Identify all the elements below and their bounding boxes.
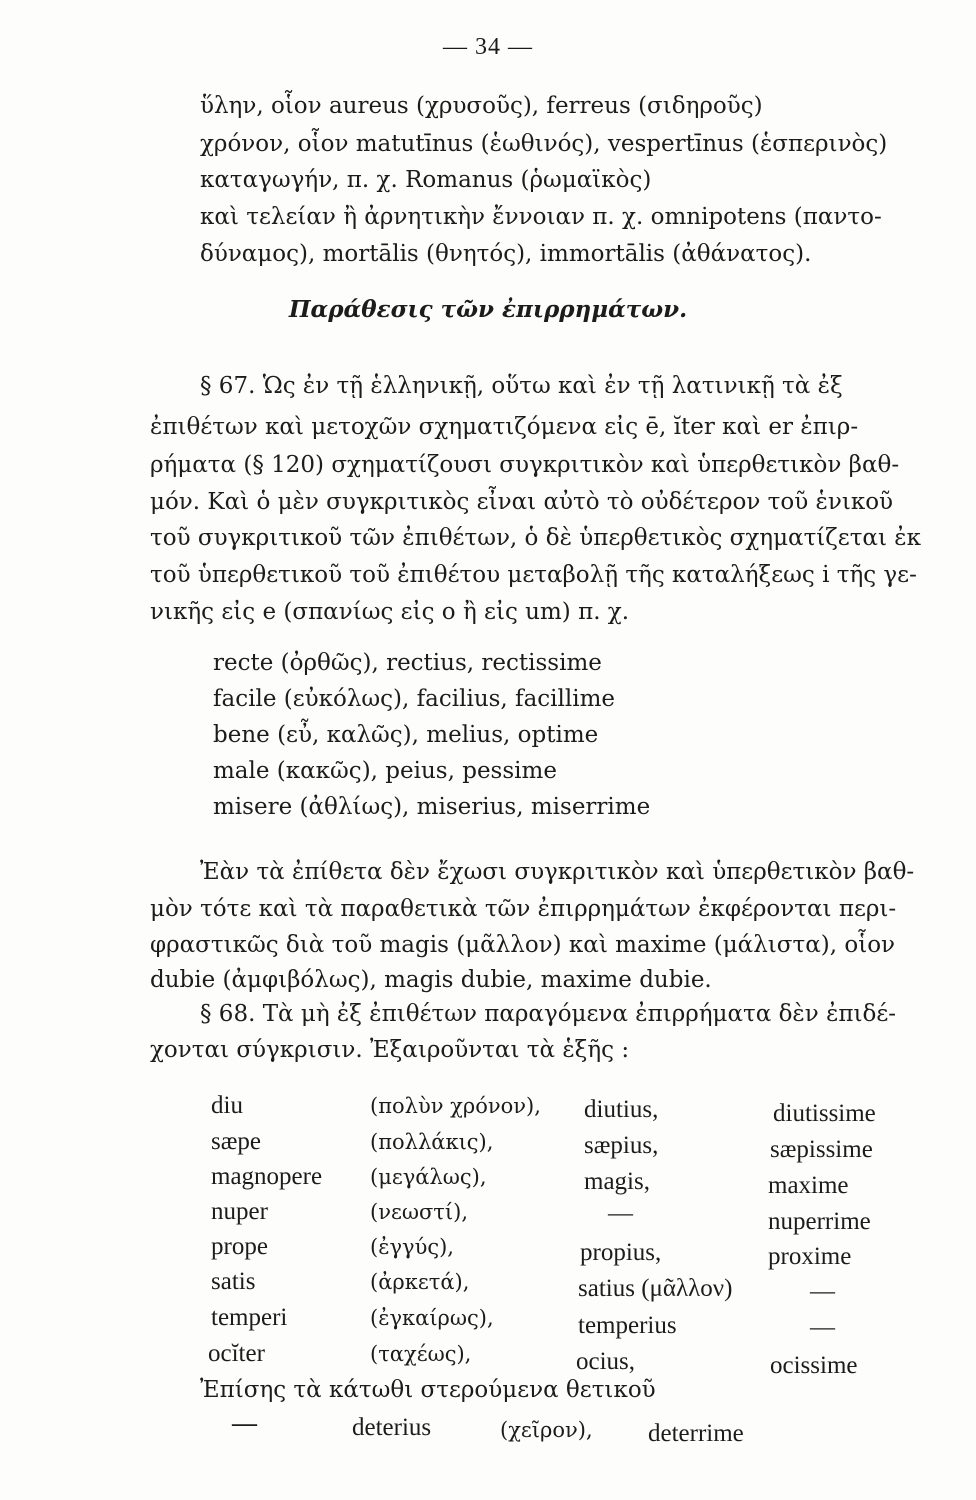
text-line: ἐπιθέτων καὶ μετοχῶν σχηματιζόμενα εἰς ē, ĭter καὶ er ἐπιρ- xyxy=(150,414,859,440)
text-line: νικῆς εἰς e (σπανίως εἰς o ἢ εἰς um) π. χ. xyxy=(150,599,630,625)
table-cell: — xyxy=(810,1278,835,1305)
table-cell: deterrime xyxy=(648,1420,744,1447)
table-cell: propius, xyxy=(580,1239,662,1266)
example-line: recte (ὀρθῶς), rectius, rectissime xyxy=(213,650,602,676)
example-line: misere (ἀθλίως), miserius, miserrime xyxy=(213,794,651,820)
table-cell: (ταχέως), xyxy=(370,1342,472,1366)
text-line: § 68. Τὰ μὴ ἐξ ἐπιθέτων παραγόμενα ἐπιρρήματα δὲν ἐπιδέ- xyxy=(200,1001,897,1027)
text-line: dubie (ἀμφιβόλως), magis dubie, maxime dubie. xyxy=(150,967,712,993)
table-cell: maxime xyxy=(768,1172,849,1199)
table-cell: — xyxy=(608,1200,633,1227)
table-cell: proxime xyxy=(768,1243,852,1270)
table-cell: magis, xyxy=(584,1168,650,1195)
table-cell: — xyxy=(810,1314,835,1341)
table-cell: ocius, xyxy=(576,1348,636,1375)
table-cell: diu xyxy=(211,1092,243,1119)
table-cell: ocissime xyxy=(770,1352,858,1379)
text-line: ὕλην, οἷον aureus (χρυσοῦς), ferreus (σιδηροῦς) xyxy=(200,93,763,119)
table-cell: (ἐγκαίρως), xyxy=(370,1306,494,1330)
table-cell: — xyxy=(232,1410,257,1437)
table-cell: temperi xyxy=(211,1304,288,1331)
table-cell: sæpissime xyxy=(770,1136,873,1163)
example-line: facile (εὐκόλως), facilius, facillime xyxy=(213,686,616,712)
text-line: Ἐὰν τὰ ἐπίθετα δὲν ἔχωσι συγκριτικὸν καὶ ὑπερθετικὸν βαθ- xyxy=(200,859,915,885)
table-cell: deterius xyxy=(352,1414,432,1441)
text-line: καταγωγήν, π. χ. Romanus (ῥωμαϊκὸς) xyxy=(200,167,652,193)
text-line: § 67. Ὡς ἐν τῇ ἑλληνικῇ, οὕτω καὶ ἐν τῇ λατινικῇ τὰ ἐξ xyxy=(200,373,843,399)
footer-text-line: Ἐπίσης τὰ κάτωθι στερούμενα θετικοῦ xyxy=(200,1377,656,1403)
table-cell: (νεωστί), xyxy=(370,1200,469,1224)
table-cell: (ἀρκετά), xyxy=(370,1270,470,1294)
table-cell: satius (μᾶλλον) xyxy=(578,1275,733,1302)
text-line: δύναμος), mortālis (θνητός), immortālis (ἀθάνατος). xyxy=(200,241,812,267)
table-cell: diutius, xyxy=(584,1096,659,1123)
table-cell: nuper xyxy=(211,1198,268,1225)
table-cell: nuperrime xyxy=(768,1208,871,1235)
example-line: male (κακῶς), peius, pessime xyxy=(213,758,557,784)
table-cell: (μεγάλως), xyxy=(370,1165,487,1189)
text-line: μὸν τότε καὶ τὰ παραθετικὰ τῶν ἐπιρρημάτων ἐκφέρονται περι- xyxy=(150,896,897,922)
example-line: bene (εὖ, καλῶς), melius, optime xyxy=(213,722,599,748)
table-cell: (χεῖρον), xyxy=(500,1418,593,1442)
page-number: — 34 — xyxy=(443,34,533,60)
text-line: φραστικῶς διὰ τοῦ magis (μᾶλλον) καὶ maxime (μάλιστα), οἷον xyxy=(150,932,896,958)
table-cell: diutissime xyxy=(773,1100,876,1127)
table-cell: prope xyxy=(211,1233,268,1260)
table-cell: (πολὺν χρόνον), xyxy=(370,1094,541,1118)
table-cell: sæpe xyxy=(211,1128,261,1155)
text-line: ρήματα (§ 120) σχηματίζουσι συγκριτικὸν καὶ ὑπερθετικὸν βαθ- xyxy=(150,452,900,478)
table-cell: sæpius, xyxy=(584,1132,659,1159)
text-line: μόν. Καὶ ὁ μὲν συγκριτικὸς εἶναι αὐτὸ τὸ οὐδέτερον τοῦ ἑνικοῦ xyxy=(150,489,894,515)
table-cell: magnopere xyxy=(211,1163,323,1190)
text-line: καὶ τελείαν ἢ ἀρνητικὴν ἔννοιαν π. χ. omnipotens (παντο- xyxy=(200,204,882,230)
text-line: τοῦ ὑπερθετικοῦ τοῦ ἐπιθέτου μεταβολῇ τῆς καταλήξεως i τῆς γε- xyxy=(150,562,917,588)
section-heading: Παράθεσις τῶν ἐπιρρημάτων. xyxy=(288,296,688,323)
table-cell: (πολλάκις), xyxy=(370,1130,494,1154)
table-cell: satis xyxy=(211,1268,256,1295)
table-cell: temperius xyxy=(578,1312,677,1339)
table-cell: (ἐγγύς), xyxy=(370,1235,454,1259)
text-line: τοῦ συγκριτικοῦ τῶν ἐπιθέτων, ὁ δὲ ὑπερθετικὸς σχηματίζεται ἐκ xyxy=(150,525,921,551)
text-line: χονται σύγκρισιν. Ἐξαιροῦνται τὰ ἑξῆς : xyxy=(150,1037,630,1063)
table-cell: ocĭter xyxy=(208,1340,265,1367)
text-line: χρόνον, οἷον matutīnus (ἑωθινός), vespertīnus (ἑσπερινὸς) xyxy=(200,131,888,157)
